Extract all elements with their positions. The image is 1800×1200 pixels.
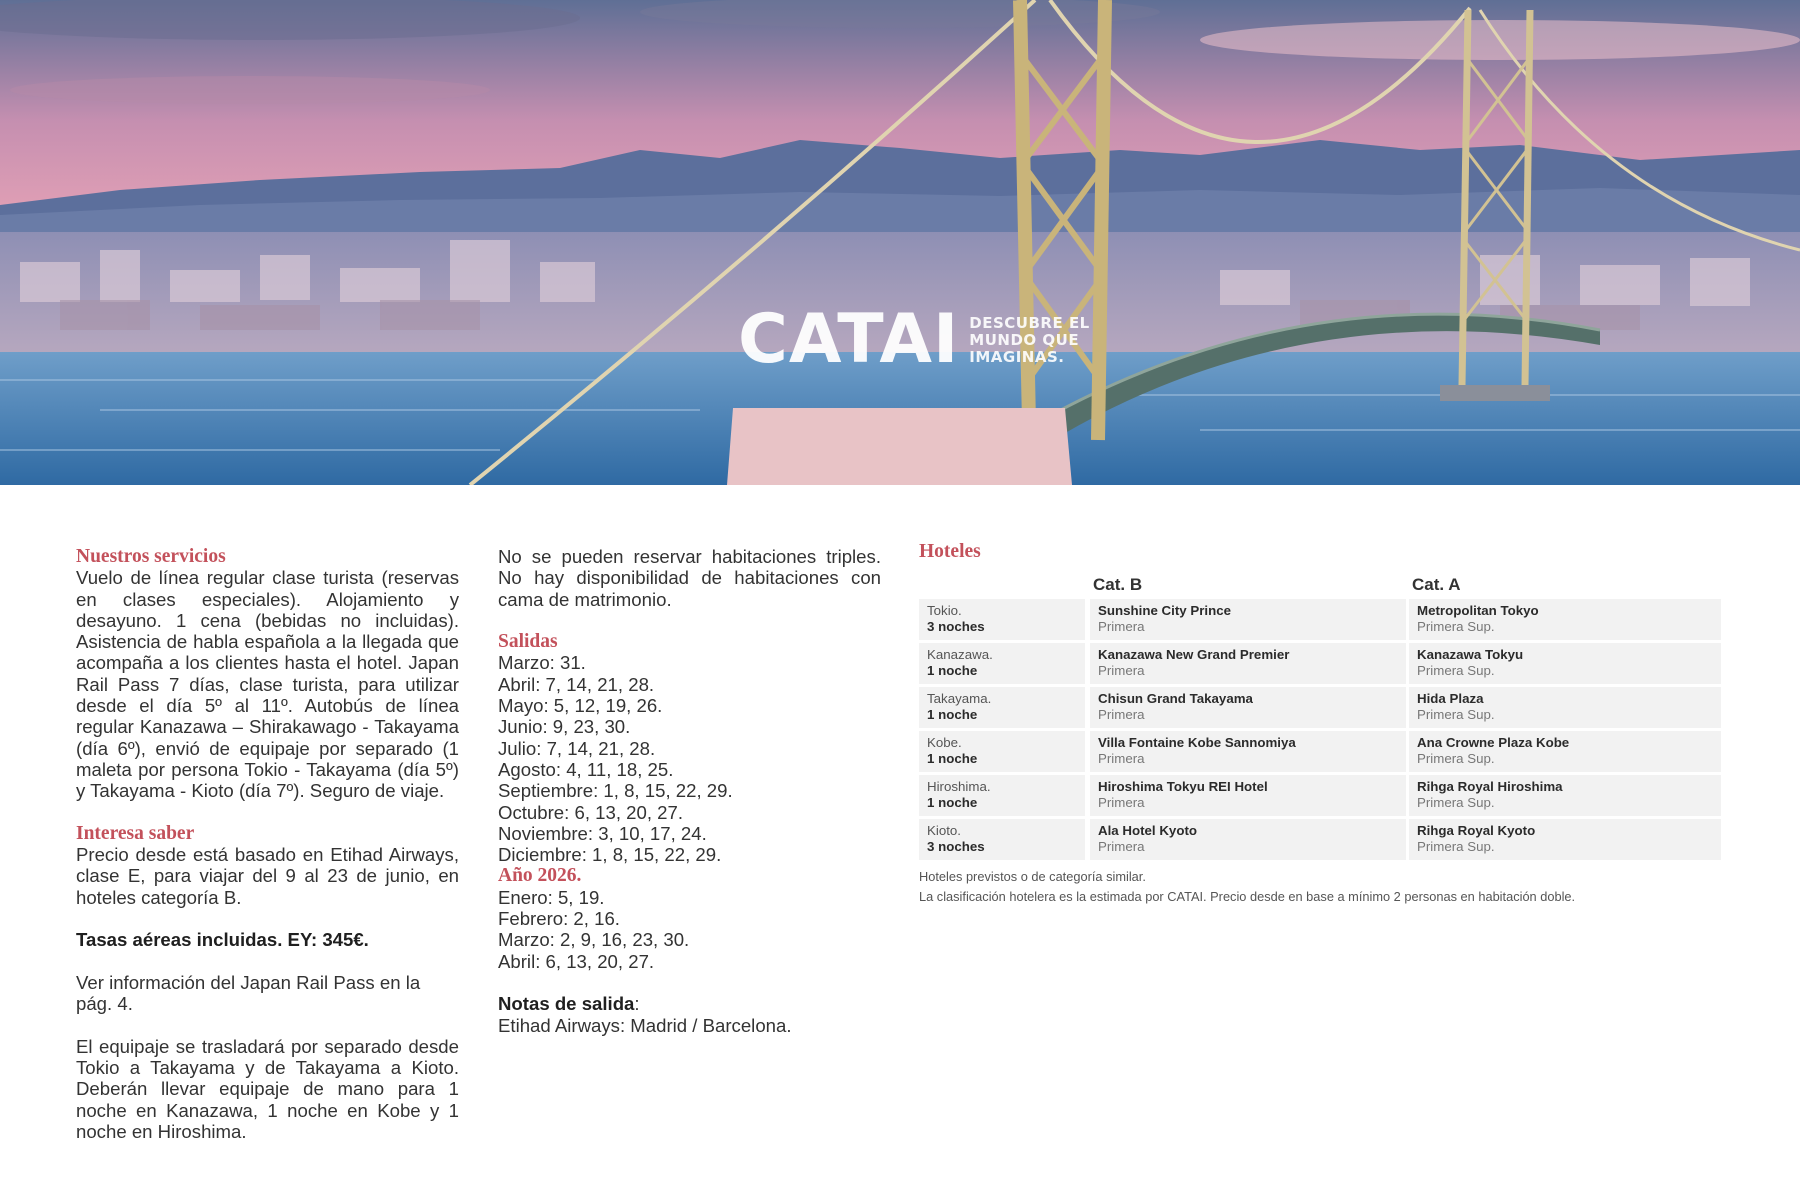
hotel-a-cell: [1409, 643, 1721, 684]
tasas-text: Tasas aéreas incluidas. EY: 345€.: [76, 929, 369, 951]
hotel-b-category: Primera: [1098, 838, 1145, 854]
city-nights: 3 noches: [927, 838, 985, 854]
column-middle: [498, 546, 881, 1036]
hotel-b-category: Primera: [1098, 706, 1145, 722]
notas-title: Notas de salida: [498, 993, 635, 1015]
year-2026-title: Año 2026.: [498, 865, 582, 887]
salida-month: Mayo: 5, 12, 19, 26.: [498, 695, 663, 717]
servicios-body: Vuelo de línea regular clase turista (reservas en clases especiales). Alojamiento y desayuno. 1 cena (bebidas no incluidas). Asistencia de habla española a la llegada que acompaña a los clientes hasta el hotel. Japan Rail Pass 7 días, clase turista, para utilizar desde el día 5º al 11º. Autobús de línea regular Kanazawa – Shirakawago - Takayama (día 6º), envió de equipaje por separado (1 maleta por persona Tokio - Takayama (día 5º) y Takayama - Kioto (día 7º). Seguro de viaje.: [76, 567, 459, 802]
city-nights: 1 noche: [927, 794, 978, 810]
city-nights: 1 noche: [927, 706, 978, 722]
salida-month: Abril: 6, 13, 20, 27.: [498, 950, 655, 972]
notas-heading: [498, 993, 881, 1014]
catai-logo: [738, 300, 1090, 379]
city-name: Tokio.: [927, 603, 962, 618]
city-nights: 3 noches: [927, 618, 985, 634]
hotel-a-name: Ana Crowne Plaza Kobe: [1417, 735, 1570, 750]
hotels-note: Hoteles previstos o de categoría similar.: [919, 869, 1146, 884]
hotel-b-name: Sunshine City Prince: [1098, 603, 1232, 618]
habitaciones-text: No se pueden reservar habitaciones triples. No hay disponibilidad de habitaciones con cama de matrimonio.: [498, 546, 881, 610]
salida-month: Febrero: 2, 16.: [498, 908, 620, 930]
equipaje-text: El equipaje se trasladará por separado desde Tokio a Takayama y de Takayama a Kioto. Deberán llevar equipaje de mano para 1 noche en Kanazawa, 1 noche en Kobe y 1 noche en Hiroshima.: [76, 1035, 459, 1143]
hotel-b-cell: [1090, 687, 1406, 728]
column-left: [76, 546, 459, 1142]
salidas-title: Salidas: [498, 631, 558, 653]
hotel-b-category: Primera: [1098, 750, 1145, 766]
salida-month: Octubre: 6, 13, 20, 27.: [498, 801, 684, 823]
hotels-note: La clasificación hotelera es la estimada por CATAI. Precio desde en base a mínimo 2 personas en habitación doble.: [919, 888, 1576, 904]
hotel-a-category: Primera Sup.: [1417, 838, 1495, 854]
hotel-b-name: Chisun Grand Takayama: [1098, 691, 1253, 706]
hotel-b-cell: [1090, 819, 1406, 860]
interesa-title: Interesa saber: [76, 822, 195, 844]
city-cell: [919, 731, 1085, 772]
hotel-a-name: Hida Plaza: [1417, 691, 1484, 706]
hotel-b-cell: [1090, 775, 1406, 816]
city-cell: [919, 819, 1085, 860]
hotel-a-name: Rihga Royal Kyoto: [1417, 823, 1536, 838]
hotel-b-category: Primera: [1098, 618, 1145, 634]
hotel-b-name: Hiroshima Tokyu REI Hotel: [1098, 779, 1268, 794]
rail-pass-text: Ver información del Japan Rail Pass en la pág. 4.: [76, 971, 421, 1015]
hotel-b-category: Primera: [1098, 662, 1145, 678]
city-name: Kobe.: [927, 735, 962, 750]
hotel-a-name: Kanazawa Tokyu: [1417, 647, 1524, 662]
hotel-a-name: Metropolitan Tokyo: [1417, 603, 1539, 618]
hotel-row-kioto: [919, 819, 1724, 860]
city-cell: [919, 687, 1085, 728]
city-name: Kioto.: [927, 823, 962, 838]
hotel-b-name: Ala Hotel Kyoto: [1098, 823, 1197, 838]
hotel-b-cell: [1090, 731, 1406, 772]
salida-month: Septiembre: 1, 8, 15, 22, 29.: [498, 780, 733, 802]
hotel-row-kobe: [919, 731, 1724, 772]
brand-tagline: [969, 315, 1089, 366]
hotel-row-takayama: [919, 687, 1724, 728]
hotel-row-tokio: [919, 599, 1724, 640]
salida-month: Junio: 9, 23, 30.: [498, 716, 631, 738]
servicios-title: Nuestros servicios: [76, 546, 226, 567]
hotel-a-category: Primera Sup.: [1417, 794, 1495, 810]
salida-month: Noviembre: 3, 10, 17, 24.: [498, 822, 707, 844]
salida-month: Marzo: 2, 9, 16, 23, 30.: [498, 929, 690, 951]
hotel-b-name: Kanazawa New Grand Premier: [1098, 647, 1290, 662]
tagline-line: MUNDO QUE: [969, 330, 1080, 349]
hotel-b-category: Primera: [1098, 794, 1145, 810]
salidas-list: [498, 652, 881, 865]
hero-photo: [0, 0, 1800, 485]
city-nights: 1 noche: [927, 662, 978, 678]
city-name: Hiroshima.: [927, 779, 991, 794]
hotel-a-cell: [1409, 731, 1721, 772]
cat-b-header: Cat. B: [1093, 575, 1143, 594]
hotel-b-cell: [1090, 643, 1406, 684]
hotel-a-cell: [1409, 819, 1721, 860]
interesa-body: Precio desde está basado en Etihad Airways, clase E, para viajar del 9 al 23 de junio, en hoteles categoría B.: [76, 844, 459, 908]
salida-month: Abril: 7, 14, 21, 28.: [498, 673, 655, 695]
city-cell: [919, 599, 1085, 640]
city-name: Kanazawa.: [927, 647, 993, 662]
salida-month: Enero: 5, 19.: [498, 886, 605, 908]
notas-colon: :: [634, 993, 640, 1015]
hotel-b-name: Villa Fontaine Kobe Sannomiya: [1098, 735, 1296, 750]
hotels-header-row: [919, 575, 1724, 599]
city-name: Takayama.: [927, 691, 992, 706]
hotel-a-cell: [1409, 775, 1721, 816]
city-nights: 1 noche: [927, 750, 978, 766]
hotel-a-category: Primera Sup.: [1417, 662, 1495, 678]
hotel-a-cell: [1409, 599, 1721, 640]
salida-month: Agosto: 4, 11, 18, 25.: [498, 758, 674, 780]
hotels-section: [919, 541, 1724, 906]
pink-tab-decoration: [727, 408, 1072, 485]
hotels-notes: [919, 867, 1724, 906]
hotels-title: Hoteles: [919, 541, 981, 562]
salidas-2026-list: [498, 887, 881, 972]
hotel-row-kanazawa: [919, 643, 1724, 684]
city-cell: [919, 775, 1085, 816]
notas-body: Etihad Airways: Madrid / Barcelona.: [498, 1014, 792, 1036]
brand-name: CATAI: [738, 300, 960, 379]
city-cell: [919, 643, 1085, 684]
salida-month: Julio: 7, 14, 21, 28.: [498, 737, 656, 759]
salida-month: Marzo: 31.: [498, 652, 586, 674]
salida-month: Diciembre: 1, 8, 15, 22, 29.: [498, 844, 722, 866]
tagline-line: IMAGINAS.: [969, 347, 1065, 366]
hotel-row-hiroshima: [919, 775, 1724, 816]
hotel-a-name: Rihga Royal Hiroshima: [1417, 779, 1563, 794]
cat-a-header: Cat. A: [1412, 575, 1461, 594]
hotel-a-category: Primera Sup.: [1417, 750, 1495, 766]
tagline-line: DESCUBRE EL: [969, 313, 1090, 332]
hotel-b-cell: [1090, 599, 1406, 640]
hotel-a-category: Primera Sup.: [1417, 706, 1495, 722]
hotel-a-cell: [1409, 687, 1721, 728]
hotel-a-category: Primera Sup.: [1417, 618, 1495, 634]
